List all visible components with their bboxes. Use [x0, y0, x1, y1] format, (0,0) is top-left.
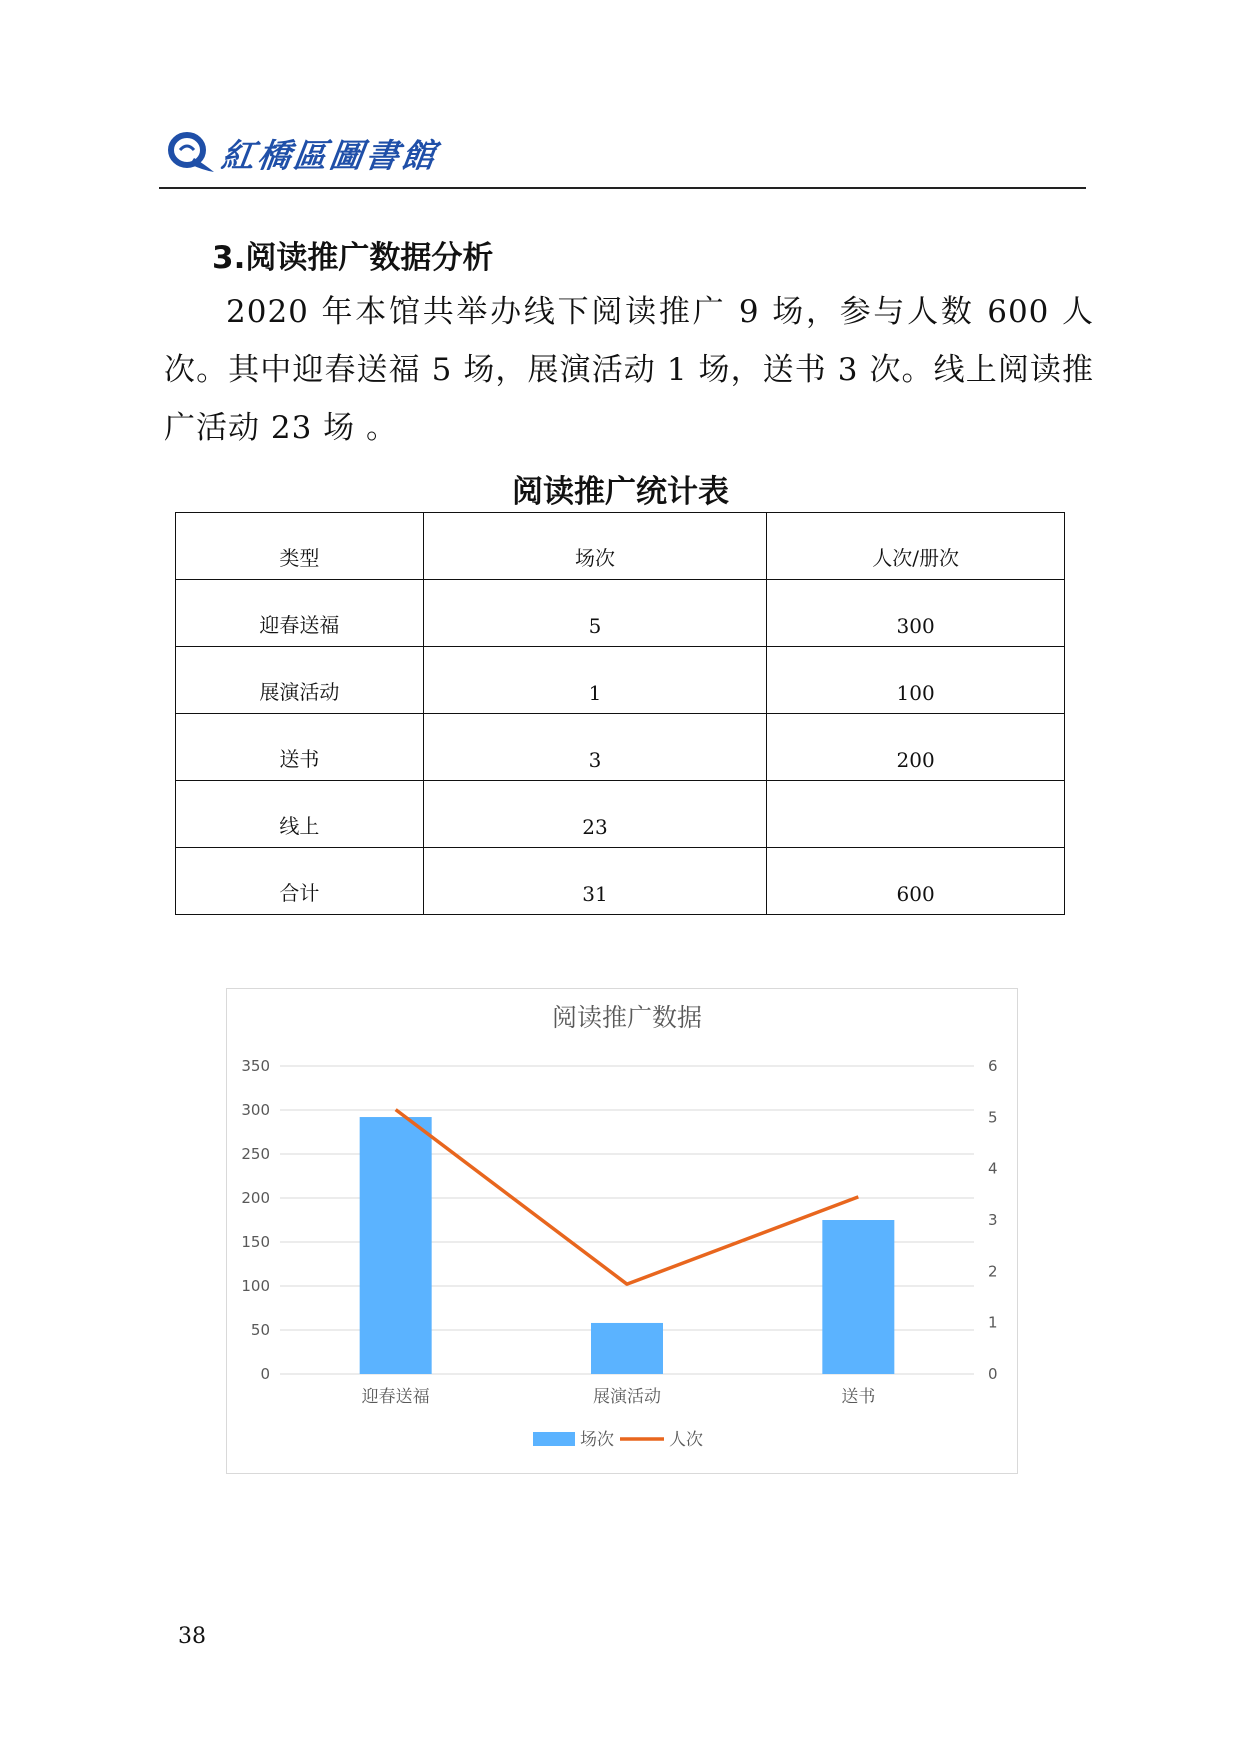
table-cell: 23 [423, 781, 767, 848]
y-left-tick-label: 50 [250, 1321, 270, 1339]
table-cell: 1 [423, 647, 767, 714]
y-right-tick-label: 4 [988, 1159, 998, 1178]
table-cell: 3 [423, 714, 767, 781]
table-cell: 5 [423, 580, 767, 647]
y-right-tick-label: 5 [988, 1108, 998, 1127]
body-paragraph: 2020 年本馆共举办线下阅读推广 9 场，参与人数 600 人次。其中迎春送福 5 场，展演活动 1 场，送书 3 次。线上阅读推广活动 23 场 。 [164, 294, 1094, 446]
y-left-tick-label: 100 [241, 1277, 270, 1295]
line-series [396, 1110, 859, 1285]
table-row [176, 714, 1065, 781]
table-row [176, 781, 1065, 848]
bar [591, 1323, 663, 1374]
table-caption: 阅读推广统计表 [512, 474, 729, 510]
section-heading: 3.阅读推广数据分析 [212, 240, 494, 276]
x-tick-label: 展演活动 [593, 1387, 661, 1407]
table-row [176, 848, 1065, 915]
chart-canvas [227, 989, 1017, 1473]
table-cell: 100 [767, 647, 1065, 714]
y-right-tick-label: 6 [988, 1057, 998, 1075]
library-name: 紅橋區圖書館 [218, 135, 441, 175]
table-row [176, 580, 1065, 647]
y-left-tick-label: 150 [241, 1233, 270, 1251]
y-right-tick-label: 2 [988, 1262, 998, 1281]
table-header-cell: 人次/册次 [767, 513, 1065, 580]
y-left-tick-label: 0 [260, 1365, 270, 1383]
library-logo-icon [166, 128, 216, 178]
library-logo [166, 128, 441, 178]
chart-title: 阅读推广数据 [551, 1003, 703, 1032]
y-right-tick-label: 1 [988, 1313, 998, 1332]
y-right-tick-label: 0 [988, 1365, 998, 1383]
table-cell: 200 [767, 714, 1065, 781]
table-cell [767, 781, 1065, 848]
table-cell: 迎春送福 [176, 580, 424, 647]
y-left-tick-label: 300 [241, 1101, 270, 1119]
legend-label: 人次 [669, 1430, 703, 1450]
y-left-tick-label: 250 [241, 1145, 270, 1163]
legend-swatch-bar [533, 1432, 575, 1446]
table-header-row [176, 513, 1065, 580]
y-left-tick-label: 200 [241, 1189, 270, 1207]
table-cell: 展演活动 [176, 647, 424, 714]
legend-label: 场次 [580, 1430, 614, 1450]
table-row [176, 647, 1065, 714]
table-cell: 300 [767, 580, 1065, 647]
x-tick-label: 送书 [841, 1387, 876, 1407]
y-right-tick-label: 3 [988, 1211, 998, 1229]
x-tick-label: 迎春送福 [361, 1387, 430, 1407]
table-cell: 合计 [176, 848, 424, 915]
table-header-cell: 场次 [423, 513, 767, 580]
table-cell: 线上 [176, 781, 424, 848]
table-cell: 600 [767, 848, 1065, 915]
table-header-cell: 类型 [176, 513, 424, 580]
page-number: 38 [178, 1624, 206, 1649]
bar [360, 1117, 432, 1374]
y-left-tick-label: 350 [241, 1057, 270, 1075]
header-divider [159, 187, 1086, 189]
promotion-chart [226, 988, 1018, 1474]
table-cell: 31 [423, 848, 767, 915]
table-cell: 送书 [176, 714, 424, 781]
bar [822, 1220, 894, 1374]
promotion-stats-table [175, 512, 1065, 915]
